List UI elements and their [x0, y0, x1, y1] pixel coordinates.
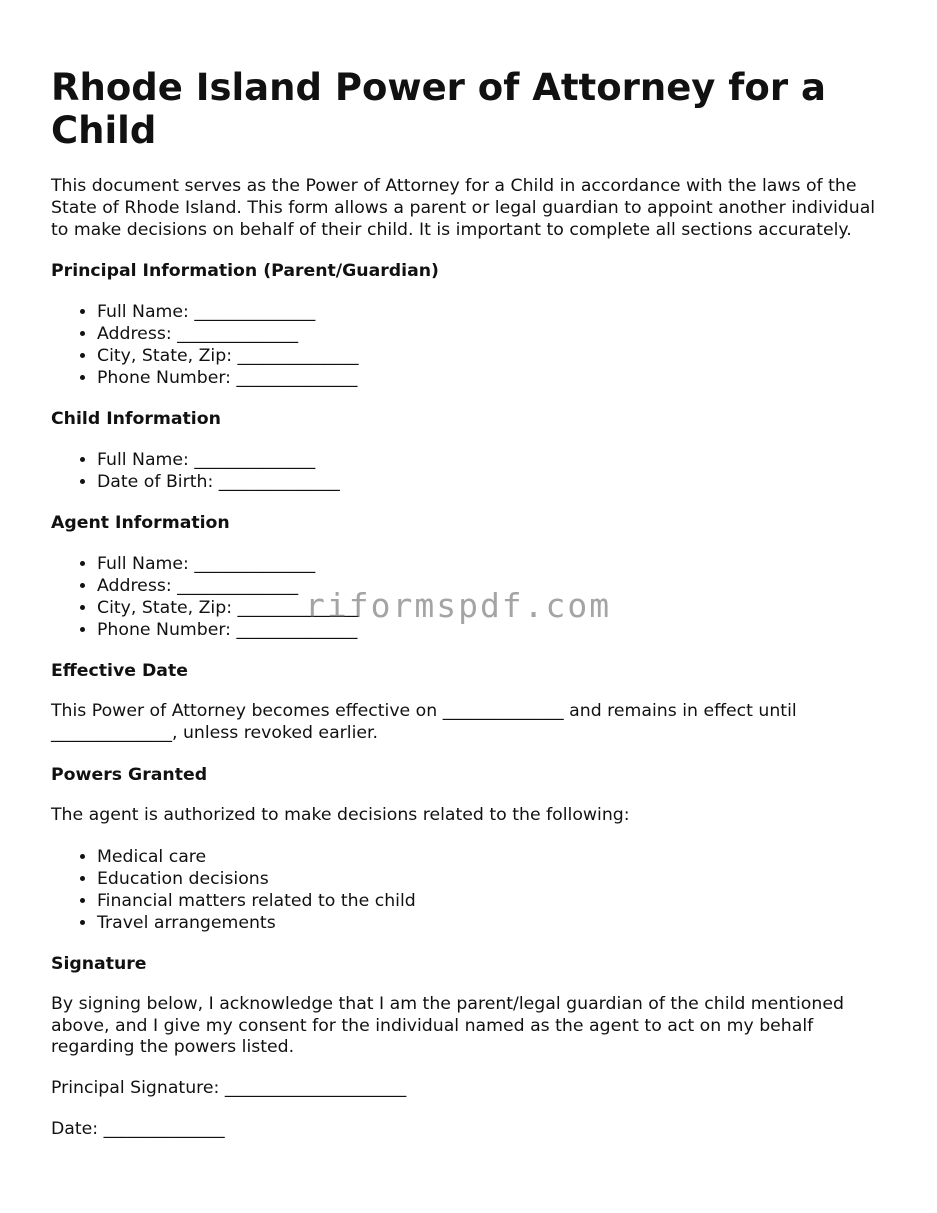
powers-list: [51, 846, 896, 934]
child-date-of-birth: • Date of Birth: ______________: [97, 471, 896, 493]
power-medical-care: • Medical care: [97, 846, 896, 868]
agent-city-state-zip: • City, State, Zip: ______________: [97, 597, 896, 619]
principal-full-name: • Full Name: ______________: [97, 301, 896, 323]
intro-paragraph: This document serves as the Power of Attorney for a Child in accordance with the laws of the State of Rhode Island. This form allows a parent or legal guardian to appoint another individual to make decisions on behalf of their child. It is important to complete all sections accurately.: [51, 176, 876, 240]
principal-city-state-zip: • City, State, Zip: ______________: [97, 345, 896, 367]
agent-address: • Address: ______________: [97, 575, 896, 597]
principal-list: [51, 301, 896, 389]
principal-address: • Address: ______________: [97, 323, 896, 345]
power-travel: • Travel arrangements: [97, 912, 896, 934]
power-education: • Education decisions: [97, 868, 896, 890]
principal-signature-line: Principal Signature: _____________________: [51, 1078, 407, 1099]
agent-full-name: • Full Name: ______________: [97, 553, 896, 575]
agent-heading: Agent Information: [51, 513, 230, 534]
signature-text: By signing below, I acknowledge that I am the parent/legal guardian of the child mentioned above, and I give my consent for the individual named as the agent to act on my behalf regarding the powers listed.: [51, 993, 844, 1058]
agent-phone: • Phone Number: ______________: [97, 619, 896, 641]
power-financial: • Financial matters related to the child: [97, 890, 896, 912]
document-title: Rhode Island Power of Attorney for a Child: [51, 66, 826, 152]
child-heading: Child Information: [51, 409, 221, 430]
powers-heading: Powers Granted: [51, 764, 208, 785]
effective-date-text: This Power of Attorney becomes effective on ______________ and remains in effect until ______________, unless revoked earlier.: [51, 701, 797, 744]
principal-heading: Principal Information (Parent/Guardian): [51, 261, 439, 282]
principal-phone: • Phone Number: ______________: [97, 367, 896, 389]
signature-heading: Signature: [51, 953, 147, 974]
child-list: [51, 449, 896, 493]
date-line: Date: ______________: [51, 1118, 225, 1139]
watermark: riformspdf.com: [305, 586, 612, 625]
child-full-name: • Full Name: ______________: [97, 449, 896, 471]
effective-date-heading: Effective Date: [51, 661, 188, 682]
powers-intro: The agent is authorized to make decisions related to the following:: [51, 804, 630, 825]
